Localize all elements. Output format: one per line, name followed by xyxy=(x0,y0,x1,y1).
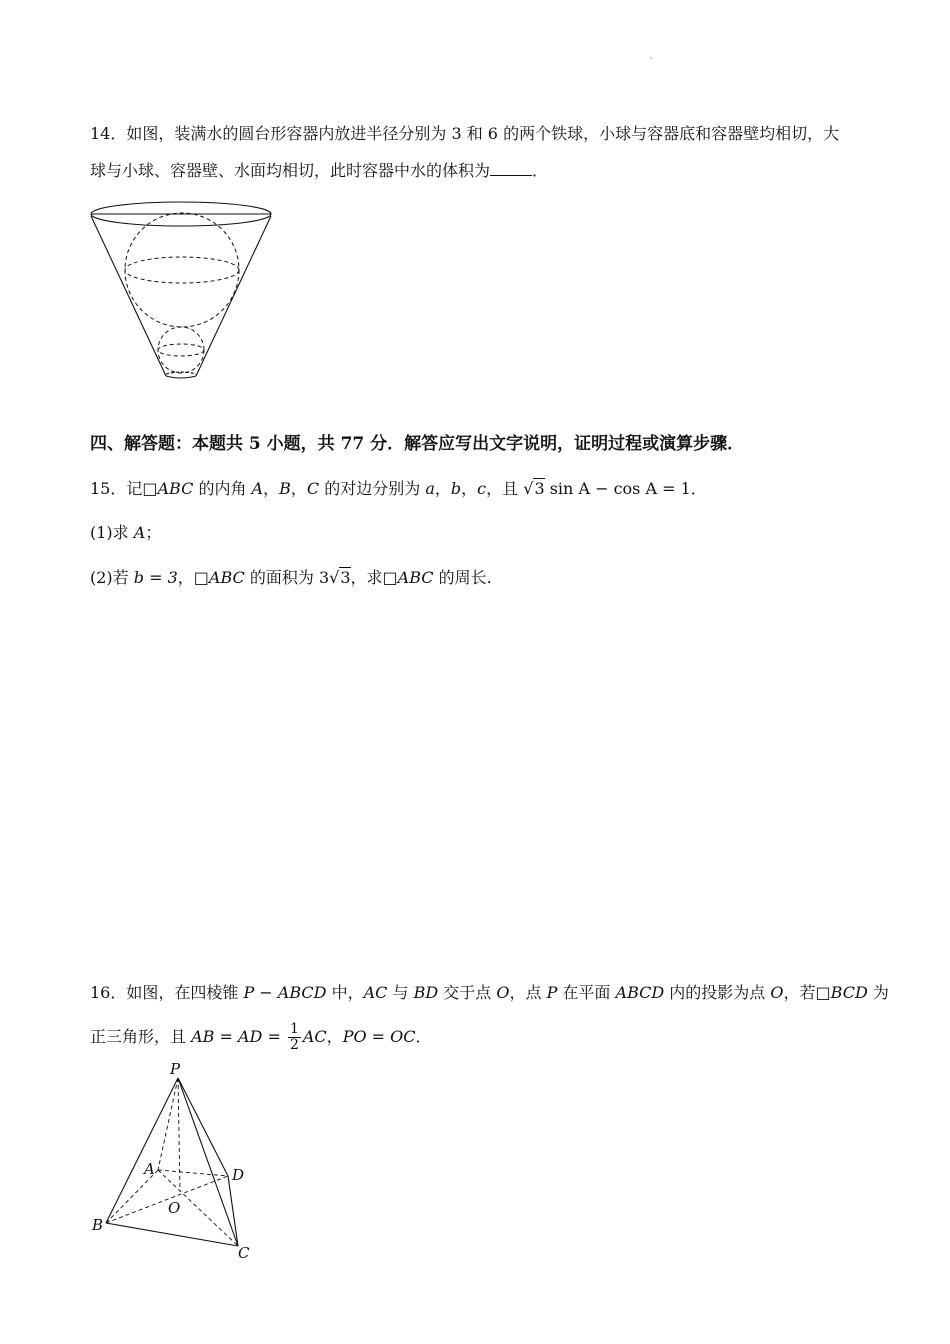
q15-equation: sin A − cos A = 1． xyxy=(549,479,707,498)
diag-BD xyxy=(106,1176,228,1223)
fraction-one-half: $\frac{1}{2}$ xyxy=(289,1021,299,1053)
edge-PC xyxy=(178,1078,238,1246)
frustum-spheres-figure xyxy=(88,198,278,384)
q15-part2: (2)若 b = 3，□ABC 的面积为 3√3，求□ABC 的周长. xyxy=(90,568,492,587)
q14-line2-end: ． xyxy=(532,161,549,180)
answer-blank xyxy=(490,161,532,176)
sqrt-3: 3 xyxy=(534,479,545,498)
large-sphere xyxy=(125,213,239,327)
label-P: P xyxy=(170,1060,181,1078)
small-sphere-equator xyxy=(158,344,204,356)
left-wall xyxy=(91,216,166,376)
q16-line2: 正三角形，且 AB = AD = $\frac{1}{2}$ AC，PO = OC． xyxy=(90,1021,432,1053)
q15-stem: 15．记□ABC 的内角 A，B，C 的对边分别为 a，b，c，且 √3 sin A − cos A = 1． xyxy=(90,479,707,498)
q14-line1: 14．如图，装满水的圆台形容器内放进半径分别为 3 和 6 的两个铁球，小球与容器底和容器壁均相切，大 xyxy=(90,124,840,143)
label-B: B xyxy=(92,1216,104,1234)
q15-part1: (1)求 A； xyxy=(90,523,162,542)
height-PO xyxy=(178,1078,180,1191)
label-C: C xyxy=(238,1244,250,1262)
edge-AD xyxy=(158,1170,228,1176)
q14-line2 xyxy=(90,160,548,182)
edge-DC xyxy=(228,1176,238,1246)
label-A: A xyxy=(144,1160,155,1178)
bottom-front xyxy=(166,376,196,378)
edge-PA xyxy=(158,1078,178,1170)
label-O: O xyxy=(168,1199,181,1217)
edge-BC xyxy=(106,1223,238,1246)
pyramid-figure xyxy=(88,1058,268,1263)
section-heading: 四、解答题：本题共 5 小题，共 77 分．解答应写出文字说明，证明过程或演算步骤． xyxy=(90,434,745,454)
triangle-symbol: □ xyxy=(142,479,158,498)
large-sphere-equator xyxy=(125,257,239,283)
label-D: D xyxy=(232,1166,245,1184)
edge-PD xyxy=(178,1078,228,1176)
page-mark: ' xyxy=(650,56,653,65)
q14-line2-text: 球与小球、容器壁、水面均相切，此时容器中水的体积为 xyxy=(90,161,491,180)
q16-line1: 16．如图，在四棱锥 P − ABCD 中，AC 与 BD 交于点 O，点 P 在平面 ABCD 内的投影为点 O，若□BCD 为 xyxy=(90,983,889,1002)
small-sphere xyxy=(158,327,204,373)
right-wall xyxy=(196,216,271,376)
